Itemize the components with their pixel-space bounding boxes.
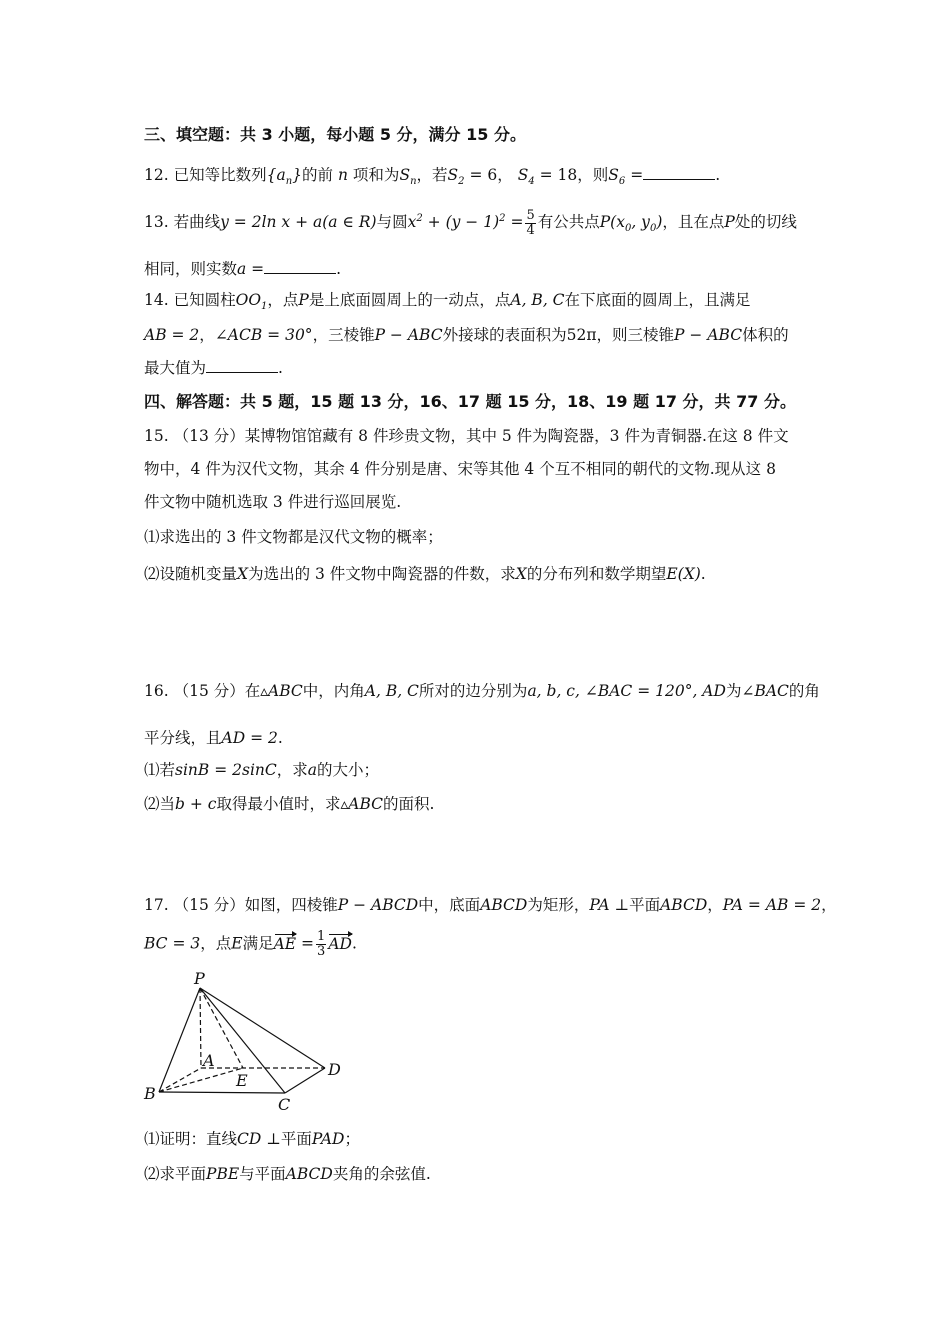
- question-17-part-2: ⑵求平面PBE与平面ABCD夹角的余弦值.: [144, 1165, 431, 1183]
- answer-blank-14[interactable]: [206, 358, 278, 373]
- pyramid-figure: [140, 970, 350, 1120]
- edge-pa: [200, 988, 201, 1068]
- question-14-line-2: AB = 2，∠ACB = 30°，三棱锥P − ABC外接球的表面积为52π，则三棱锥P − ABC体积的: [144, 326, 789, 344]
- question-15-part-1: ⑴求选出的 3 件文物都是汉代文物的概率；: [144, 528, 443, 546]
- label-a: A: [203, 1051, 215, 1070]
- answer-blank-13[interactable]: [264, 259, 336, 274]
- edge-ba: [159, 1068, 201, 1092]
- edge-be: [159, 1068, 243, 1092]
- label-p: P: [194, 970, 205, 988]
- vector-ae: AE: [273, 934, 297, 953]
- question-12: 12. 已知等比数列$\{a_n\}$的前 n 项和为$S_n$，若$S_2 = 6$， $S_4 = 18$，则$S_6$ = .: [144, 166, 721, 188]
- label-b: B: [144, 1084, 156, 1103]
- label-d: D: [328, 1060, 341, 1079]
- question-17-line-1: 17. （15 分）如图，四棱锥P − ABCD中，底面ABCD为矩形，PA ⊥平面ABCD，PA = AB = 2，: [144, 896, 837, 914]
- answer-blank-12[interactable]: [643, 165, 715, 180]
- label-e: E: [236, 1071, 248, 1090]
- fraction-5-4: $\frac{5}{4}$: [526, 207, 535, 238]
- edge-pd: [200, 988, 325, 1068]
- edge-pb: [159, 988, 200, 1092]
- question-13-line-2: 相同，则实数a = .: [144, 260, 342, 278]
- question-15-line-1: 15. （13 分）某博物馆馆藏有 8 件珍贵文物，其中 5 件为陶瓷器，3 件为青铜器.在这 8 件文: [144, 427, 789, 445]
- section-3-heading: 三、填空题：共 3 小题，每小题 5 分，满分 15 分。: [144, 125, 526, 144]
- question-16-part-2: ⑵当b + c取得最小值时，求▵ABC的面积.: [144, 795, 435, 813]
- question-16-part-1: ⑴若sinB = 2sinC，求a的大小；: [144, 761, 380, 779]
- edge-cd: [285, 1068, 325, 1093]
- question-14: 14. 已知圆柱$OO_1$，点P是上底面圆周上的一动点，点A, B, C在下底面的圆周上，且满足: [144, 291, 751, 313]
- edge-bc: [159, 1092, 285, 1093]
- question-15-line-2: 物中，4 件为汉代文物，其余 4 件分别是唐、宋等其他 4 个互不相同的朝代的文物.现从这 8: [144, 460, 776, 478]
- question-14-line-3: 最大值为 .: [144, 359, 283, 377]
- question-17-part-1: ⑴证明：直线CD ⊥平面PAD；: [144, 1130, 360, 1148]
- question-15-part-2: ⑵设随机变量X为选出的 3 件文物中陶瓷器的件数，求X的分布列和数学期望E(X).: [144, 565, 706, 583]
- fraction-1-3: $\frac{1}{3}$: [317, 929, 326, 959]
- question-16-line-2: 平分线，且AD = 2.: [144, 729, 283, 747]
- question-17-line-2: BC = 3，点E满足AE = $\frac{1}{3}$ AD.: [144, 929, 357, 959]
- section-4-heading: 四、解答题：共 5 题，15 题 13 分，16、17 题 15 分，18、19 题 17 分，共 77 分。: [144, 392, 796, 411]
- question-15-line-3: 件文物中随机选取 3 件进行巡回展览.: [144, 493, 402, 511]
- label-c: C: [278, 1095, 291, 1114]
- question-13: 13. 若曲线y = 2ln x + a(a ∈ R)与圆$x^2 + (y - 1)^2$ = $\frac{5}{4}$ 有公共点$P(x_0$, $y_0$)，且在点P处的切线: [144, 207, 797, 238]
- question-16-line-1: 16. （15 分）在▵ABC中，内角A, B, C所对的边分别为a, b, c, ∠BAC = 120°, AD为∠BAC的角: [144, 682, 820, 700]
- vector-ad: AD: [328, 934, 352, 953]
